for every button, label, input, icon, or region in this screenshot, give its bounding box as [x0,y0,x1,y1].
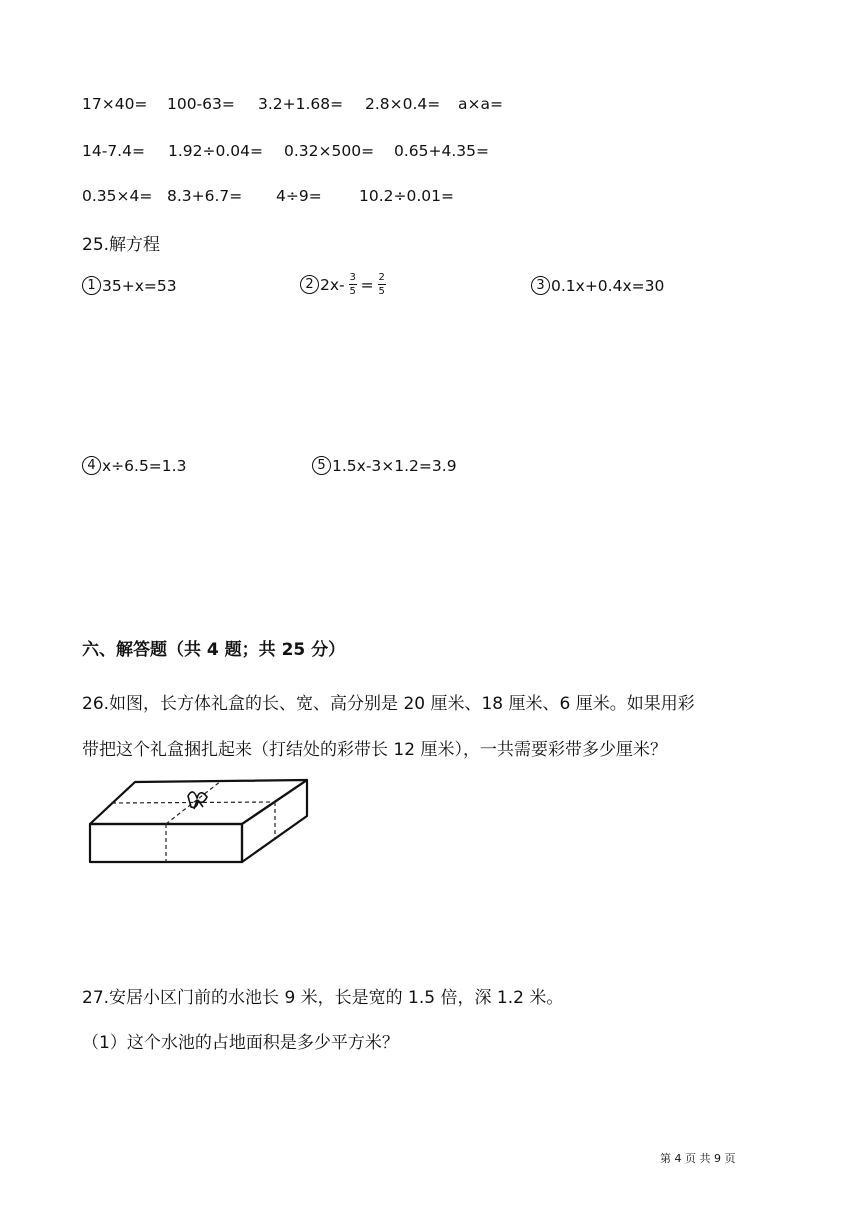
gift-box-figure [84,776,314,868]
circled-number-4: 4 [82,456,101,475]
q27-line-1: 27.安居小区门前的水池长 9 米，长是宽的 1.5 倍，深 1.2 米。 [82,988,564,1008]
equation-1-text: 35+x=53 [102,276,177,295]
circled-number-3: 3 [531,276,550,295]
calc-1-2: 100-63= [167,95,235,113]
equation-2 [300,272,390,297]
equation-1 [82,276,177,295]
circled-number-2: 2 [300,275,319,294]
box-side-face [242,780,307,862]
q27-sub-1: （1）这个水池的占地面积是多少平方米？ [82,1033,399,1053]
calc-3-4: 10.2÷0.01= [359,187,454,205]
equation-2-pre: 2x- [320,275,345,294]
equation-3 [531,276,664,295]
fraction-2-5 [378,272,386,297]
ribbon-bow [188,792,207,809]
circled-number-1: 1 [82,276,101,295]
equation-3-text: 0.1x+0.4x=30 [551,276,665,295]
calc-2-2: 1.92÷0.04= [168,142,263,160]
page-footer: 第 4 页 共 9 页 [660,1152,736,1165]
equation-2-equals: = [360,275,374,294]
fraction-denominator: 5 [378,286,385,297]
equation-5 [312,456,457,475]
calc-1-5: a×a= [458,95,503,113]
calc-1-4: 2.8×0.4= [365,95,441,113]
equation-4 [82,456,186,475]
equation-5-text: 1.5x-3×1.2=3.9 [332,456,457,475]
box-front-face [90,824,242,862]
fraction-denominator: 5 [349,286,356,297]
calc-3-1: 0.35×4= [82,187,153,205]
q26-line-1: 26.如图，长方体礼盒的长、宽、高分别是 20 厘米、18 厘米、6 厘米。如果用彩 [82,694,695,714]
calc-2-3: 0.32×500= [284,142,375,160]
calc-3-2: 8.3+6.7= [167,187,243,205]
equation-4-text: x÷6.5=1.3 [102,456,187,475]
fraction-bar [378,284,386,285]
q25-title: 25.解方程 [82,235,161,255]
circled-number-5: 5 [312,456,331,475]
calc-2-1: 14-7.4= [82,142,145,160]
calc-2-4: 0.65+4.35= [394,142,489,160]
fraction-3-5 [349,272,357,297]
calc-3-3: 4÷9= [276,187,322,205]
q26-line-2: 带把这个礼盒捆扎起来（打结处的彩带长 12 厘米），一共需要彩带多少厘米？ [82,740,667,760]
calc-1-3: 3.2+1.68= [258,95,344,113]
section-6-heading: 六、解答题（共 4 题；共 25 分） [82,640,346,660]
fraction-bar [349,284,357,285]
fraction-numerator: 2 [378,272,385,283]
calc-1-1: 17×40= [82,95,148,113]
fraction-numerator: 3 [349,272,356,283]
